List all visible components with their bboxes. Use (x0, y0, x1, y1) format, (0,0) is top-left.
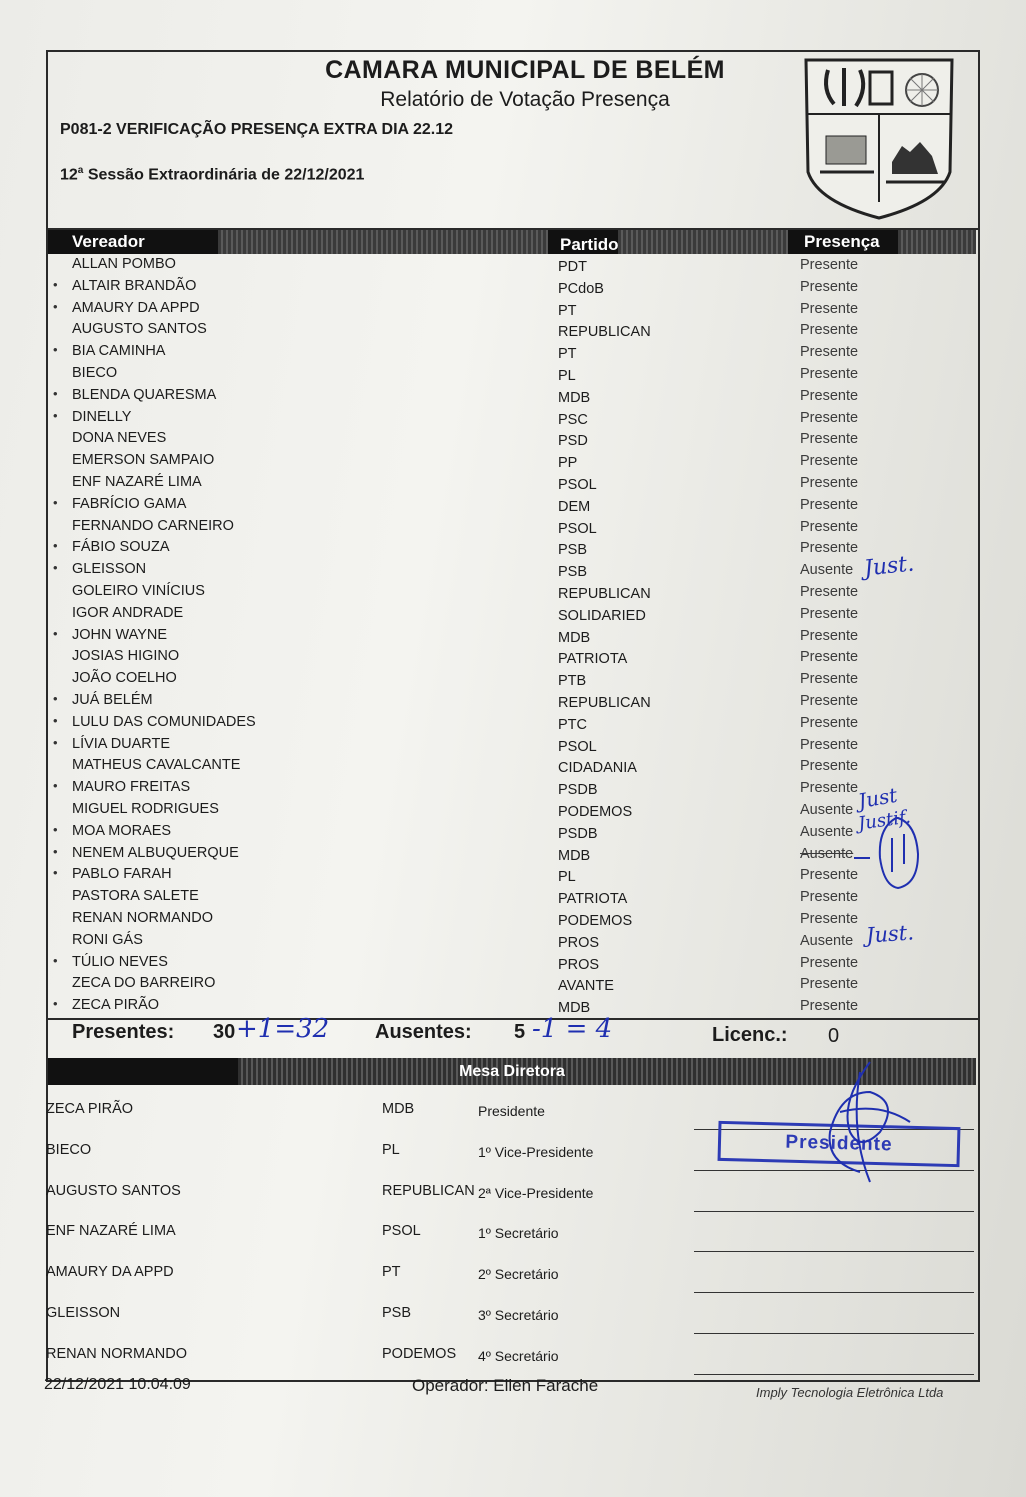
vereador-party: PTB (558, 673, 587, 690)
table-row (48, 845, 976, 867)
column-vereador: Vereador (72, 232, 145, 251)
mesa-member-party: PSB (382, 1305, 412, 1321)
vereador-party: PT (558, 346, 577, 363)
table-row (48, 866, 976, 888)
vereador-name: ZECA PIRÃO (72, 997, 160, 1014)
vereador-status: Presente (800, 671, 859, 688)
vereador-status: Presente (800, 257, 859, 273)
handwritten-justified-moa: Justif. (856, 806, 912, 835)
vereador-party: PROS (558, 956, 600, 973)
vereador-party: PSDB (558, 782, 598, 799)
vereador-name: GLEISSON (72, 561, 147, 578)
vereador-name: PASTORA SALETE (72, 888, 199, 905)
mesa-member-name: AUGUSTO SANTOS (46, 1182, 181, 1199)
vereador-name: NENEM ALBUQUERQUE (72, 844, 239, 861)
vereador-status: Presente (800, 627, 859, 644)
vereador-party: PSB (558, 542, 588, 559)
vereador-name: FÁBIO SOUZA (72, 539, 170, 556)
vereador-name: ENF NAZARÉ LIMA (72, 474, 202, 490)
vereador-party: PT (558, 302, 577, 319)
signature-line (694, 1292, 974, 1293)
vereador-party: REPUBLICAN (558, 586, 651, 602)
mesa-member-name: BIECO (46, 1141, 92, 1158)
mesa-row (44, 1305, 976, 1335)
mesa-member-name: ENF NAZARÉ LIMA (46, 1223, 176, 1240)
presentes-handwritten: +1=32 (236, 1014, 330, 1044)
vereador-party: PDT (558, 259, 587, 275)
vereador-name: BIECO (72, 365, 118, 381)
mesa-member-name: ZECA PIRÃO (46, 1101, 134, 1117)
signature-line (694, 1211, 974, 1212)
vereador-status: Presente (800, 867, 859, 884)
vereador-status: Presente (800, 605, 859, 622)
vereador-name: GOLEIRO VINÍCIUS (72, 583, 205, 599)
table-row (48, 888, 976, 910)
vereador-name: DINELLY (72, 408, 132, 425)
table-row (48, 736, 976, 758)
table-row (48, 954, 976, 976)
table-row (48, 823, 976, 845)
session-text: Sessão Extraordinária de 22/12/2021 (87, 166, 365, 184)
table-row (48, 997, 976, 1019)
vereador-party: PP (558, 455, 578, 472)
table-row (48, 430, 976, 452)
licenc-value: 0 (828, 1025, 840, 1047)
vereador-status: Ausente (800, 932, 854, 949)
vereador-party: DEM (558, 498, 591, 515)
table-row (48, 409, 976, 431)
vereador-name: DONA NEVES (72, 430, 167, 447)
mesa-member-role: 1º Vice-Presidente (478, 1143, 594, 1160)
table-row (48, 539, 976, 561)
vereador-name: LULU DAS COMUNIDADES (72, 713, 256, 730)
row-mark: • (53, 298, 58, 314)
mesa-member-party: PL (382, 1141, 400, 1158)
mesa-row (44, 1264, 976, 1294)
mesa-member-role: 2ª Vice-Presidente (478, 1184, 594, 1201)
vereador-party: PSOL (558, 520, 597, 537)
mesa-member-name: AMAURY DA APPD (46, 1264, 174, 1281)
vereador-party: REPUBLICAN (558, 324, 651, 341)
row-mark: • (53, 342, 58, 358)
vereador-party: PL (558, 368, 576, 384)
vereador-status: Presente (800, 453, 859, 470)
column-partido: Partido (560, 235, 619, 254)
footer-datetime: 22/12/2021 10:04:09 (44, 1376, 191, 1393)
row-mark: • (53, 494, 58, 510)
row-mark: • (53, 625, 58, 641)
vereador-status: Presente (800, 540, 859, 557)
totals-separator (46, 1018, 978, 1020)
row-mark: • (53, 560, 58, 576)
mesa-title: Mesa Diretora (459, 1063, 565, 1080)
vereador-name: IGOR ANDRADE (72, 604, 184, 621)
mesa-member-role: Presidente (478, 1103, 545, 1119)
row-mark: • (53, 712, 58, 728)
table-row (48, 627, 976, 649)
vereador-status: Presente (800, 496, 859, 513)
vereador-party: PSOL (558, 738, 597, 755)
president-stamp: Presidente (718, 1121, 961, 1167)
vereador-status: Presente (800, 300, 859, 317)
table-row (48, 932, 976, 954)
mesa-member-party: REPUBLICAN (382, 1182, 475, 1199)
row-mark: • (53, 778, 58, 794)
row-mark: • (53, 691, 58, 706)
vereador-status: Ausente (800, 562, 854, 579)
vereador-name: AMAURY DA APPD (72, 299, 200, 316)
vereador-name: ALTAIR BRANDÃO (72, 277, 197, 294)
signature-line (694, 1333, 974, 1334)
vereador-party: MDB (558, 389, 591, 406)
vereador-name: JUÁ BELÉM (72, 692, 153, 708)
vereador-status: Presente (800, 475, 859, 491)
vereador-party: PSC (558, 411, 588, 428)
vereador-status: Presente (800, 518, 859, 535)
vereador-party: SOLIDARIED (558, 607, 646, 624)
mesa-row (44, 1223, 976, 1253)
licenc-label: Licenc.: (712, 1024, 788, 1046)
vereador-status: Presente (800, 344, 859, 361)
row-mark: • (53, 538, 58, 554)
session-ordinal: a (77, 165, 84, 176)
row-mark: • (53, 407, 58, 423)
table-row (48, 975, 976, 997)
handwritten-dash-icon (852, 855, 872, 861)
page-title: CAMARA MUNICIPAL DE BELÉM (325, 56, 725, 84)
table-row (48, 670, 976, 692)
vereador-status: Presente (800, 431, 859, 448)
vereador-status: Presente (800, 278, 859, 295)
vereador-status: Presente (800, 736, 859, 753)
vereador-status: Presente (800, 693, 859, 709)
column-presenca: Presença (804, 232, 880, 251)
vereador-status: Presente (800, 322, 859, 339)
table-row (48, 910, 976, 932)
vereador-party: PSB (558, 564, 588, 581)
signature-line (694, 1374, 974, 1375)
vereador-name: LÍVIA DUARTE (72, 735, 171, 752)
table-row (48, 387, 976, 409)
vereador-status: Presente (800, 998, 859, 1015)
vereador-name: JOHN WAYNE (72, 626, 168, 643)
handwritten-justified-gleisson: Just. (862, 551, 916, 582)
table-row (48, 474, 976, 496)
vereador-name: JOSIAS HIGINO (72, 648, 180, 665)
mesa-member-party: PODEMOS (382, 1345, 457, 1362)
ausentes-handwritten: -1 = 4 (532, 1014, 613, 1044)
vereador-party: PATRIOTA (558, 891, 628, 908)
table-row (48, 801, 976, 823)
vereador-name: RONI GÁS (72, 931, 143, 948)
vereador-name: ALLAN POMBO (72, 256, 176, 272)
vereador-status: Presente (800, 758, 859, 775)
row-mark: • (53, 276, 58, 292)
table-header (48, 230, 976, 254)
mesa-member-party: PT (382, 1264, 401, 1281)
row-mark: • (53, 821, 58, 837)
vereador-name: EMERSON SAMPAIO (72, 452, 215, 469)
row-mark: • (53, 952, 58, 968)
mesa-member-party: MDB (382, 1101, 415, 1117)
city-crest-icon (800, 52, 958, 220)
vereador-party: PSDB (558, 825, 598, 842)
mesa-member-role: 1º Secretário (478, 1225, 559, 1242)
table-row (48, 343, 976, 365)
vereador-status: Presente (800, 976, 859, 993)
table-row (48, 692, 976, 714)
table-row (48, 757, 976, 779)
vereador-name: MAURO FREITAS (72, 779, 191, 796)
vereador-status: Presente (800, 911, 859, 927)
mesa-member-role: 2º Secretário (478, 1266, 559, 1283)
table-row (48, 278, 976, 300)
vereador-name: MATHEUS CAVALCANTE (72, 757, 241, 774)
vereador-status: Presente (800, 366, 859, 382)
mesa-member-name: GLEISSON (46, 1305, 121, 1321)
table-row (48, 779, 976, 801)
row-mark: • (53, 865, 58, 881)
table-row (48, 321, 976, 343)
vereador-party: MDB (558, 1000, 591, 1017)
table-row (48, 605, 976, 627)
vereador-status: Presente (800, 387, 859, 404)
vereador-status: Presente (800, 780, 859, 797)
vereador-status: Ausente (800, 845, 854, 862)
vereador-party: PSOL (558, 477, 597, 493)
vereador-party: MDB (558, 847, 591, 864)
table-row (48, 365, 976, 387)
handwritten-scribble-icon (866, 812, 936, 892)
table-row (48, 518, 976, 540)
mesa-member-name: RENAN NORMANDO (46, 1345, 187, 1362)
table-row (48, 256, 976, 278)
vereador-status: Presente (800, 649, 859, 666)
vereador-name: BLENDA QUARESMA (72, 386, 217, 403)
vereador-name: TÚLIO NEVES (72, 953, 168, 970)
vereador-party: PSD (558, 433, 588, 450)
vereador-name: AUGUSTO SANTOS (72, 321, 207, 338)
vereador-name: RENAN NORMANDO (72, 910, 213, 926)
vereador-party: AVANTE (558, 978, 614, 995)
vereador-name: MOA MORAES (72, 822, 172, 839)
vereador-name: JOÃO COELHO (72, 670, 177, 687)
vereador-name: FABRÍCIO GAMA (72, 495, 187, 512)
vereador-party: PTC (558, 716, 587, 733)
vereador-name: FERNANDO CARNEIRO (72, 517, 234, 534)
page-subtitle: Relatório de Votação Presença (380, 88, 670, 111)
signature-icon (800, 1052, 920, 1192)
vereador-name: ZECA DO BARREIRO (72, 975, 216, 992)
vereador-party: PROS (558, 934, 600, 951)
row-mark: • (53, 843, 58, 859)
row-mark: • (53, 734, 58, 750)
presentes-label: Presentes: (72, 1021, 175, 1043)
ausentes-label: Ausentes: (375, 1021, 472, 1043)
vereador-party: PCdoB (558, 280, 604, 297)
mesa-member-role: 3º Secretário (478, 1307, 559, 1323)
mesa-member-party: PSOL (382, 1223, 421, 1240)
vereador-status: Ausente (800, 802, 854, 818)
table-row (48, 496, 976, 518)
table-row (48, 300, 976, 322)
session-number: 12 (60, 166, 78, 184)
table-row (48, 561, 976, 583)
vereador-name: MIGUEL RODRIGUES (72, 801, 219, 817)
vereador-party: MDB (558, 629, 591, 646)
signature-line (694, 1251, 974, 1252)
vereador-status: Presente (800, 584, 859, 600)
row-mark: • (53, 996, 58, 1012)
footer-operator: Operador: Ellen Farache (412, 1376, 599, 1395)
vereador-party: PL (558, 869, 576, 886)
vereador-status: Presente (800, 409, 859, 426)
footer-company: Imply Tecnologia Eletrônica Ltda (756, 1385, 944, 1400)
verification-code: P081-2 VERIFICAÇÃO PRESENÇA EXTRA DIA 22.12 (60, 121, 453, 138)
vereador-party: CIDADANIA (558, 760, 637, 777)
handwritten-justified-roni: Just. (865, 920, 915, 948)
table-row (48, 648, 976, 670)
vereador-status: Ausente (800, 823, 854, 840)
presentes-value: 30 (213, 1021, 236, 1043)
mesa-row (44, 1346, 976, 1376)
vereador-party: PODEMOS (558, 913, 633, 929)
mesa-member-role: 4º Secretário (478, 1347, 559, 1364)
session-line (60, 165, 364, 184)
row-mark: • (53, 385, 58, 401)
vereador-name: BIA CAMINHA (72, 343, 166, 360)
vereador-party: PODEMOS (558, 804, 633, 820)
handwritten-justified-miguel: Just (856, 782, 899, 814)
table-row (48, 714, 976, 736)
table-row (48, 583, 976, 605)
vereador-party: PATRIOTA (558, 651, 628, 668)
ausentes-value: 5 (514, 1021, 526, 1043)
table-row (48, 452, 976, 474)
vereador-name: PABLO FARAH (72, 866, 172, 883)
vereador-party: REPUBLICAN (558, 695, 651, 711)
vereador-status: Presente (800, 954, 859, 971)
vereador-status: Presente (800, 889, 859, 906)
vereador-status: Presente (800, 714, 859, 731)
